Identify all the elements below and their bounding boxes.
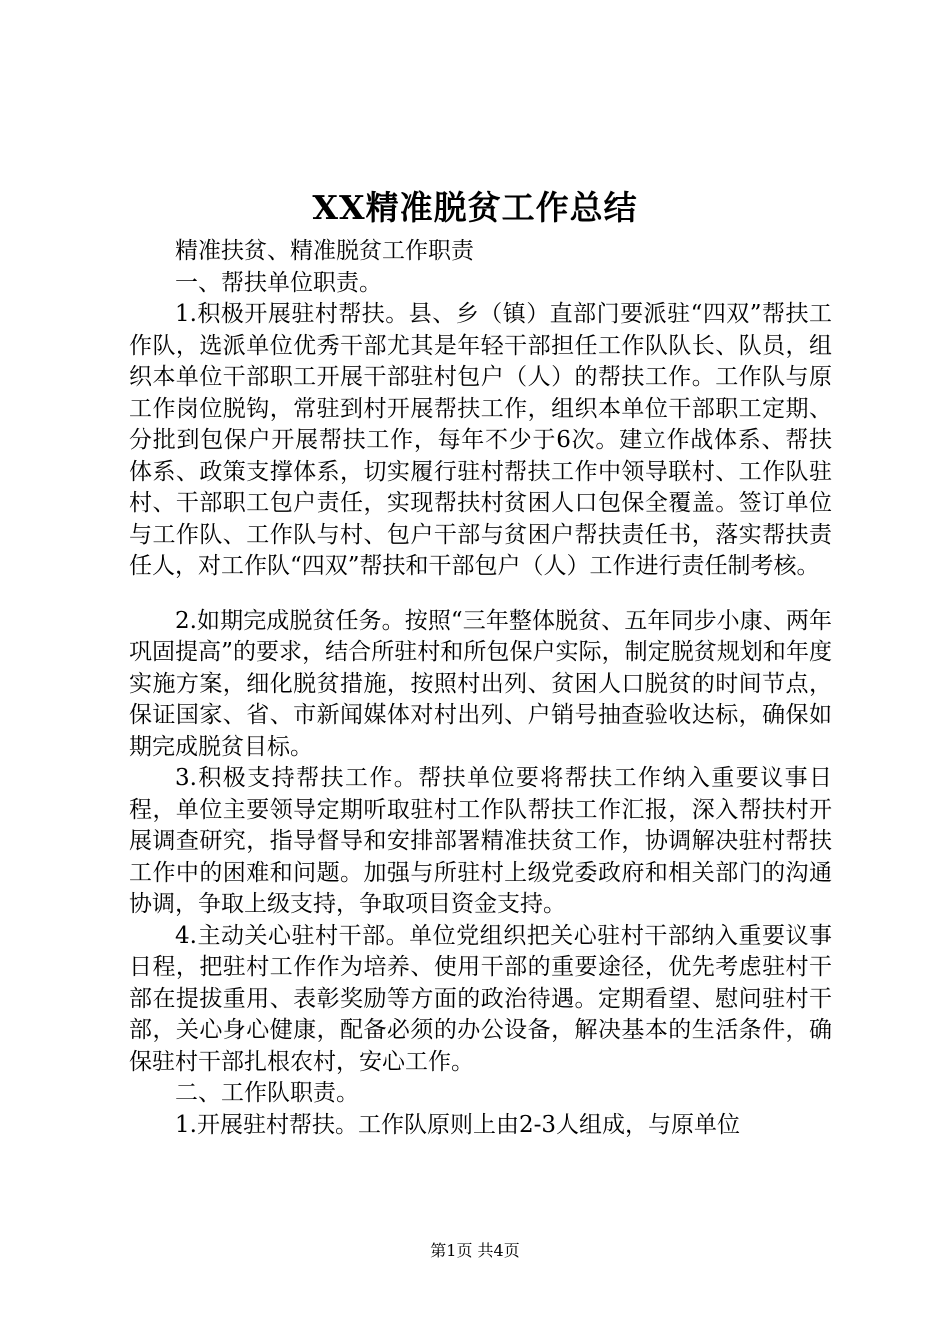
subsection-heading-2: 二、工作队职责。: [175, 1080, 359, 1106]
paragraph-2: 2.如期完成脱贫任务。按照“三年整体脱贫、五年同步小康、两年巩固提高”的要求，结合所驻村和所包保户实际，制定脱贫规划和年度实施方案，细化脱贫措施，按照村出列、贫困人口脱贫的时间节点，保证国家、省、市新闻媒体对村出列、户销号抽查验收达标，确保如期完成脱贫目标。: [129, 607, 832, 760]
section-heading: 精准扶贫、精准脱贫工作职责: [175, 238, 474, 264]
paragraph-4: 4.主动关心驻村干部。单位党组织把关心驻村干部纳入重要议事日程，把驻村工作作为培养、使用干部的重要途径，优先考虑驻村干部在提拔重用、表彰奖励等方面的政治待遇。定期看望、慰问驻村干部，关心身心健康，配备必须的办公设备，解决基本的生活条件，确保驻村干部扎根农村，安心工作。: [129, 922, 832, 1075]
paragraph-5: 1.开展驻村帮扶。工作队原则上由2-3人组成，与原单位: [175, 1111, 740, 1138]
document-title: XX精准脱贫工作总结: [312, 188, 638, 227]
paragraph-1: 1.积极开展驻村帮扶。县、乡（镇）直部门要派驻“四双”帮扶工作队，选派单位优秀干部尤其是年轻干部担任工作队队长、队员，组织本单位干部职工开展干部驻村包户（人）的帮扶工作。工作队与原工作岗位脱钩，常驻到村开展帮扶工作，组织本单位干部职工定期、分批到包保户开展帮扶工作，每年不少于6次。建立作战体系、帮扶体系、政策支撑体系，切实履行驻村帮扶工作中领导联村、工作队驻村、干部职工包户责任，实现帮扶村贫困人口包保全覆盖。签订单位与工作队、工作队与村、包户干部与贫困户帮扶责任书，落实帮扶责任人，对工作队“四双”帮扶和干部包户（人）工作进行责任制考核。: [129, 301, 832, 579]
paragraph-3: 3.积极支持帮扶工作。帮扶单位要将帮扶工作纳入重要议事日程，单位主要领导定期听取驻村工作队帮扶工作汇报，深入帮扶村开展调查研究，指导督导和安排部署精准扶贫工作，协调解决驻村帮扶工作中的困难和问题。加强与所驻村上级党委政府和相关部门的沟通协调，争取上级支持，争取项目资金支持。: [129, 765, 832, 917]
page-footer: 第1页 共4页: [430, 1241, 520, 1260]
subsection-heading: 一、帮扶单位职责。: [175, 269, 382, 296]
document-body: [129, 236, 832, 1141]
